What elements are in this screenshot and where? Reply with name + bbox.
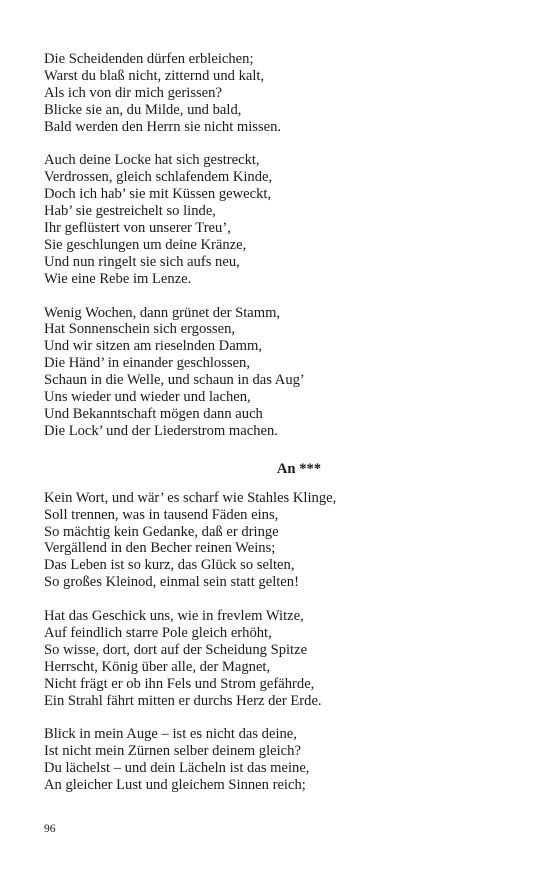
poem-line: Hat das Geschick uns, wie in frevlem Witze, — [44, 608, 304, 625]
poem-line: Auch deine Locke hat sich gestreckt, — [44, 152, 260, 169]
poem-line: Auf feindlich starre Pole gleich erhöht, — [44, 624, 272, 641]
poem-line: Und Bekanntschaft mögen dann auch — [44, 406, 263, 422]
poem-line: Und wir sitzen am rieselnden Damm, — [44, 338, 263, 355]
poem-line: Vergällend in den Becher reinen Weins; — [44, 540, 276, 557]
poem-line: Als ich von dir mich gerissen? — [44, 84, 222, 101]
poem-line: Die Händ’ in einander geschlossen, — [44, 355, 251, 372]
poem-1 — [44, 51, 514, 440]
poem-line: Wenig Wochen, dann grünet der Stamm, — [44, 304, 281, 321]
poem-line: So wisse, dort, dort auf der Scheidung Spitze — [44, 641, 308, 658]
poem-line: Nicht frägt er ob ihn Fels und Strom gefährde, — [44, 675, 315, 692]
poem-1-stanza-3 — [44, 305, 514, 440]
poem-1-stanza-2 — [44, 152, 514, 287]
poem-line: Bald werden den Herrn sie nicht missen. — [44, 118, 282, 135]
poem-title: An *** — [276, 460, 322, 477]
page-text — [44, 51, 514, 794]
poem-line: Du lächelst – und dein Lächeln ist das meine, — [44, 760, 310, 777]
poem-line: So mächtig kein Gedanke, daß er dringe — [44, 523, 279, 540]
poem-line: Hab’ sie gestreichelt so linde, — [44, 203, 216, 220]
poem-2-stanza-2 — [44, 608, 514, 709]
poem-line: Warst du blaß nicht, zitternd und kalt, — [44, 67, 265, 84]
poem-1-stanza-1 — [44, 51, 514, 136]
poem-line: Ein Strahl fährt mitten er durchs Herz der Erde. — [44, 692, 322, 709]
poem-line: Ist nicht mein Zürnen selber deinem gleich? — [44, 743, 301, 760]
poem-line: Schaun in die Welle, und schaun in das Aug’ — [44, 372, 305, 389]
page-number: 96 — [44, 823, 56, 835]
poem-2 — [44, 490, 514, 794]
poem-line: Soll trennen, was in tausend Fäden eins, — [44, 506, 279, 523]
poem-line: So großes Kleinod, einmal sein statt gelten! — [44, 574, 299, 591]
poem-line: Herrscht, König über alle, der Magnet, — [44, 658, 271, 675]
poem-2-stanza-3 — [44, 726, 514, 794]
poem-line: Sie geschlungen um deine Kränze, — [44, 236, 247, 253]
poem-line: Kein Wort, und wär’ es scharf wie Stahles Klinge, — [44, 489, 337, 506]
poem-line: Und nun ringelt sie sich aufs neu, — [44, 253, 240, 270]
poem-2-stanza-1 — [44, 490, 514, 591]
poem-line: Blicke sie an, du Milde, und bald, — [44, 101, 242, 118]
poem-line: Doch ich hab’ sie mit Küssen geweckt, — [44, 186, 272, 203]
poem-line: Uns wieder und wieder und lachen, — [44, 389, 251, 406]
poem-line: An gleicher Lust und gleichem Sinnen reich; — [44, 777, 306, 794]
poem-line: Das Leben ist so kurz, das Glück so selten, — [44, 557, 295, 574]
poem-line: Blick in mein Auge – ist es nicht das deine, — [44, 726, 297, 743]
poem-line: Die Scheidenden dürfen erbleichen; — [44, 51, 254, 67]
poem-line: Ihr geflüstert von unserer Treu’, — [44, 220, 231, 237]
poem-line: Verdrossen, gleich schlafendem Kinde, — [44, 169, 273, 186]
poem-line: Hat Sonnenschein sich ergossen, — [44, 321, 236, 338]
poem-line: Wie eine Rebe im Lenze. — [44, 270, 192, 287]
poem-line: Die Lock’ und der Liederstrom machen. — [44, 422, 278, 439]
